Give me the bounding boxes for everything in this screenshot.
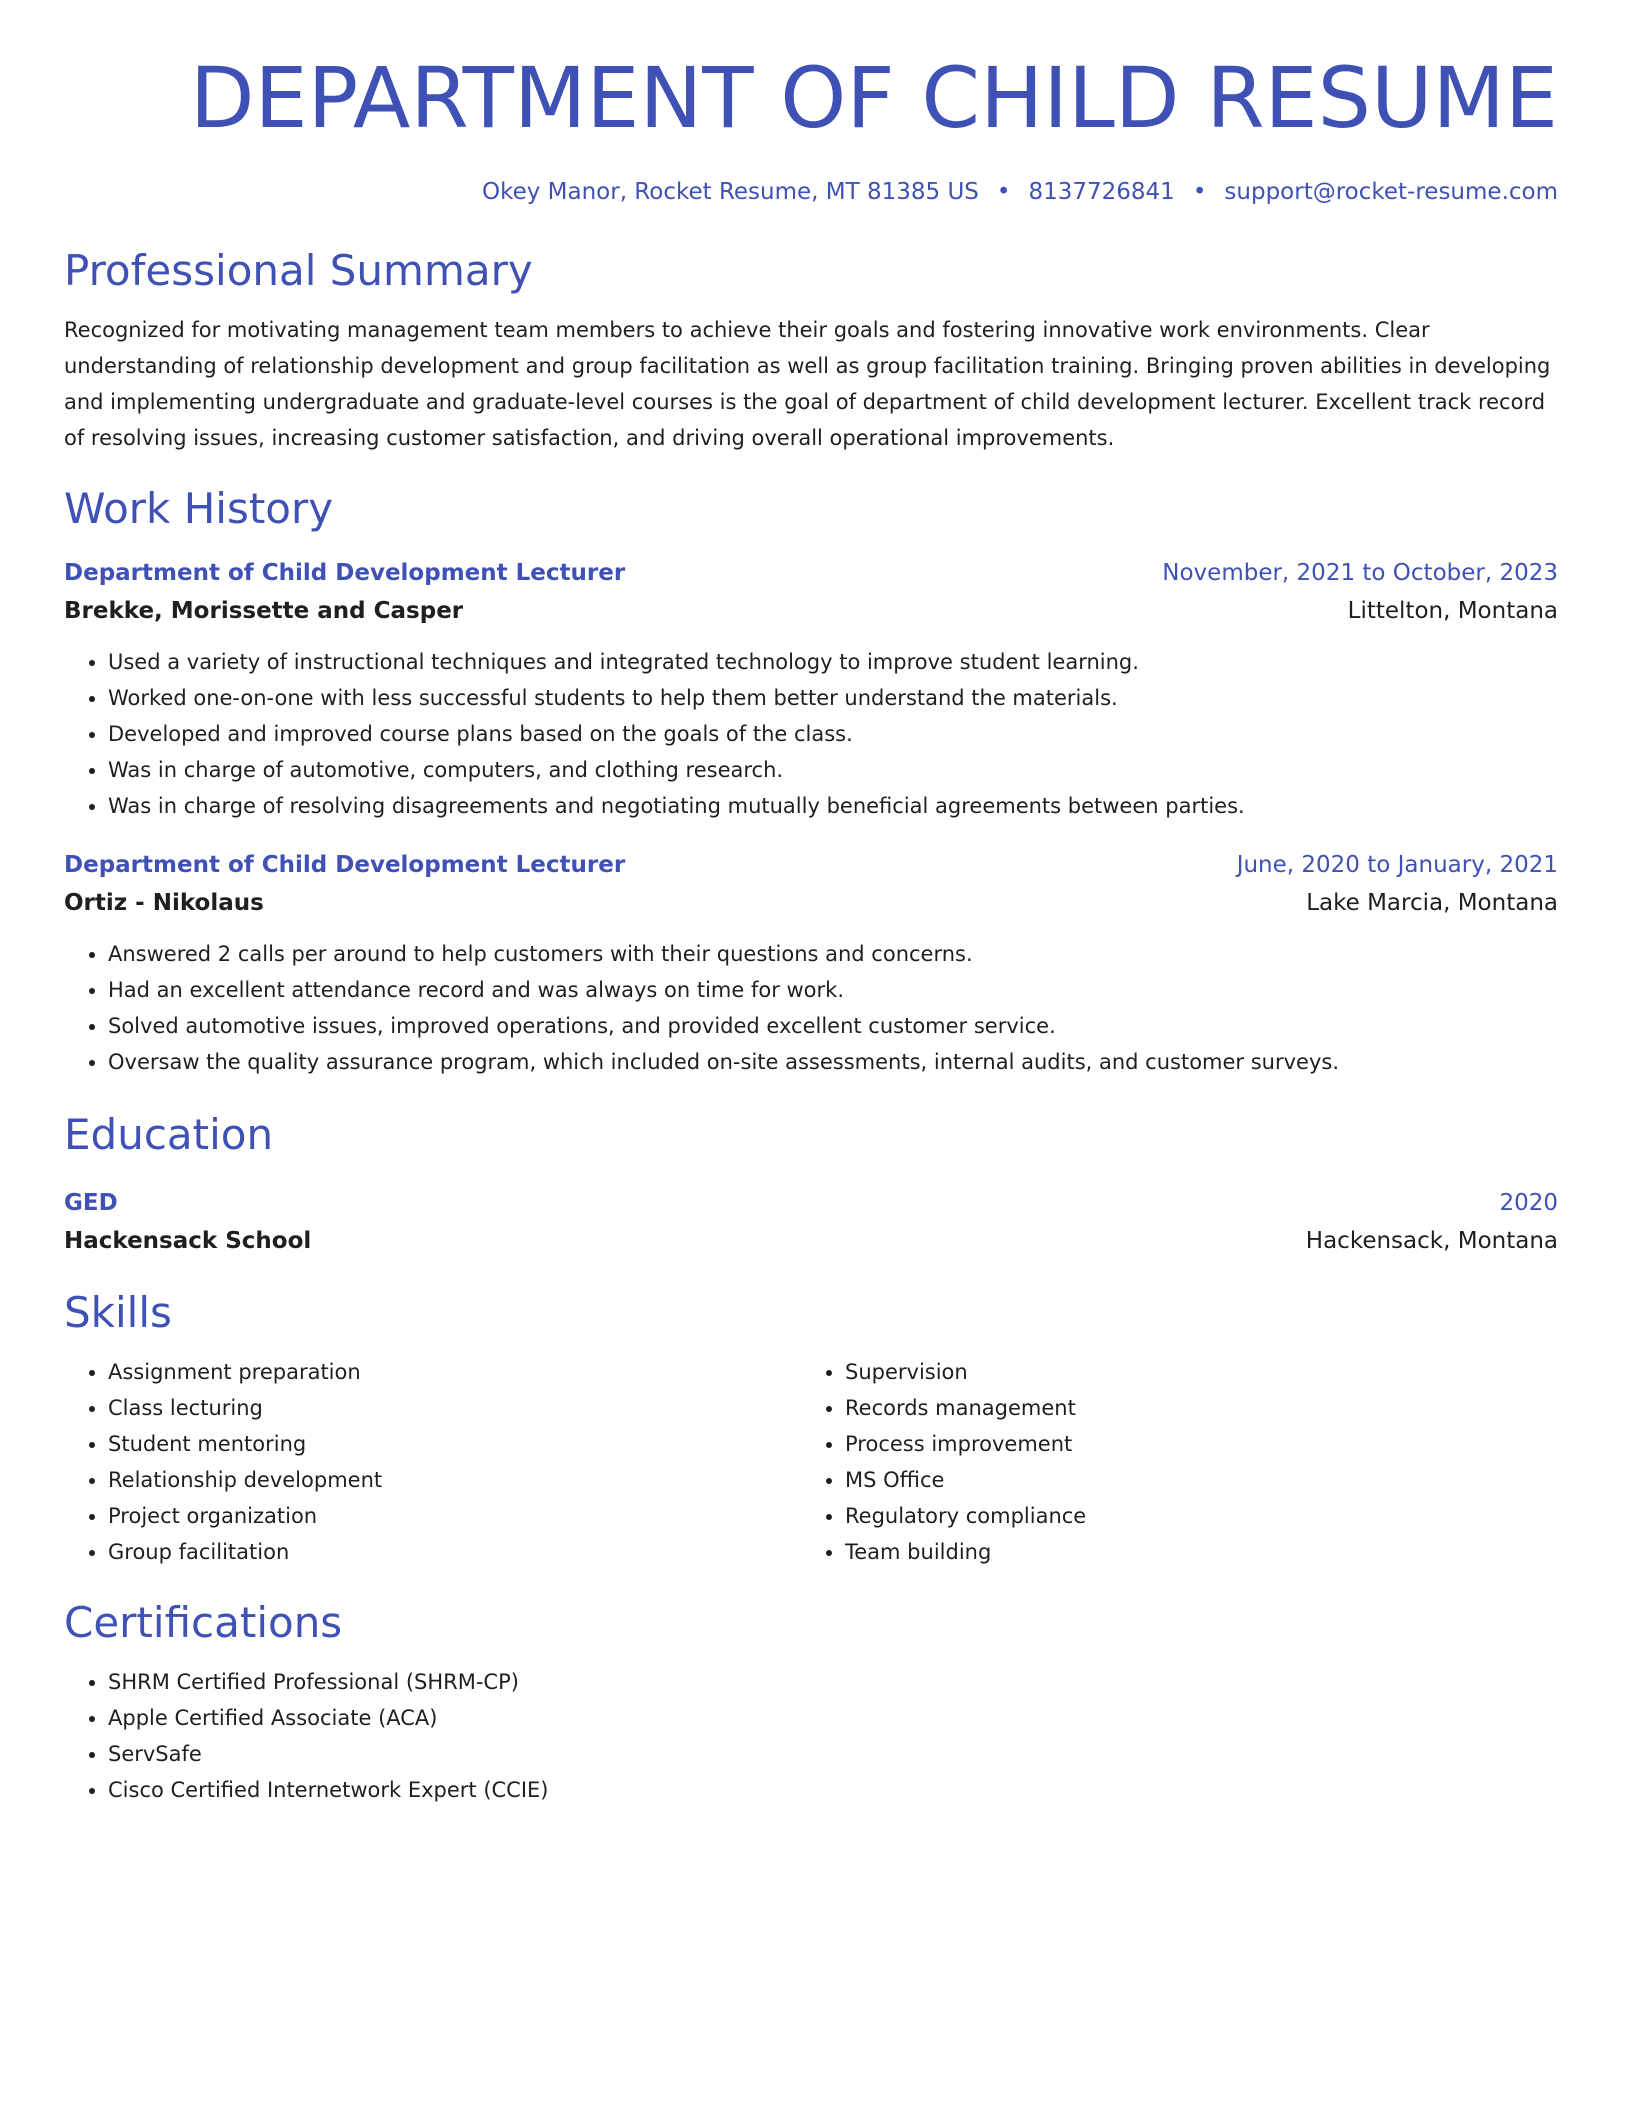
list-item: • Team building — [845, 1534, 1538, 1570]
list-item: • Records management — [845, 1390, 1538, 1426]
list-item: • Process improvement — [845, 1426, 1538, 1462]
list-item: • Solved automotive issues, improved operations, and provided excellent customer service. — [108, 1008, 1558, 1044]
work-history-heading: Work History — [64, 484, 334, 533]
resume-header — [64, 0, 1558, 208]
list-item: • Assignment preparation — [108, 1354, 801, 1390]
job-company: Brekke, Morissette and Casper — [64, 598, 464, 624]
list-item: • MS Office — [845, 1462, 1538, 1498]
skills-column-left — [64, 1354, 801, 1570]
list-item: • Project organization — [108, 1498, 801, 1534]
job-header-row — [64, 846, 1558, 884]
education-school-row — [64, 1222, 1558, 1260]
education-degree: GED — [64, 1190, 118, 1216]
skills-column-right — [801, 1354, 1538, 1570]
resume-name: DEPARTMENT OF CHILD RESUME — [189, 49, 1558, 147]
job-header-row — [64, 554, 1558, 592]
list-item: • Cisco Certified Internetwork Expert (CCIE) — [108, 1772, 1558, 1808]
list-item: • Group facilitation — [108, 1534, 801, 1570]
list-item: • Student mentoring — [108, 1426, 801, 1462]
contact-separator: • — [996, 179, 1011, 205]
job-company-row — [64, 884, 1558, 922]
contact-phone: 8137726841 — [1028, 179, 1175, 205]
list-item: • Used a variety of instructional techniques and integrated technology to improve student learning. — [108, 644, 1558, 680]
skills-list-left — [64, 1354, 801, 1570]
list-item: • Oversaw the quality assurance program, which included on-site assessments, internal audits, and customer surveys. — [108, 1044, 1558, 1080]
list-item: • Was in charge of automotive, computers, and clothing research. — [108, 752, 1558, 788]
skills-list-right — [801, 1354, 1538, 1570]
job-title: Department of Child Development Lecturer — [64, 852, 626, 878]
list-item: • Regulatory compliance — [845, 1498, 1538, 1534]
list-item: • Apple Certified Associate (ACA) — [108, 1700, 1558, 1736]
job-location: Lake Marcia, Montana — [1306, 890, 1558, 916]
education-entry — [64, 1184, 1558, 1260]
job-company-row — [64, 592, 1558, 630]
summary-heading: Professional Summary — [64, 246, 533, 295]
job-company: Ortiz - Nikolaus — [64, 890, 264, 916]
contact-email[interactable]: support@rocket-resume.com — [1224, 179, 1558, 205]
job-entry — [64, 554, 1558, 824]
list-item: • Worked one-on-one with less successful students to help them better understand the materials. — [108, 680, 1558, 716]
job-location: Littelton, Montana — [1347, 598, 1558, 624]
certifications-list — [64, 1664, 1558, 1808]
education-year: 2020 — [1499, 1190, 1558, 1216]
list-item: • Was in charge of resolving disagreements and negotiating mutually beneficial agreements between parties. — [108, 788, 1558, 824]
list-item: • ServSafe — [108, 1736, 1558, 1772]
job-dates: November, 2021 to October, 2023 — [1162, 560, 1558, 586]
job-entry — [64, 846, 1558, 1080]
list-item: • Developed and improved course plans based on the goals of the class. — [108, 716, 1558, 752]
job-bullets — [64, 644, 1558, 824]
contact-separator: • — [1192, 179, 1207, 205]
resume-page — [64, 0, 1558, 1808]
job-bullets — [64, 936, 1558, 1080]
skills-grid — [64, 1354, 1558, 1570]
summary-text: Recognized for motivating management team members to achieve their goals and fostering innovative work environments. Clear understanding of relationship development and group facilitation as well as group facilitation training. Bringing proven abilities in developing and implementing undergraduate and graduate-level courses is the goal of department of child development lecturer. Excellent track record of resolving issues, increasing customer satisfaction, and driving overall operational improvements. — [64, 318, 1551, 450]
education-school: Hackensack School — [64, 1228, 312, 1254]
list-item: • Had an excellent attendance record and was always on time for work. — [108, 972, 1558, 1008]
skills-heading: Skills — [64, 1288, 172, 1337]
list-item: • Relationship development — [108, 1462, 801, 1498]
contact-line — [64, 176, 1558, 208]
list-item: • Supervision — [845, 1354, 1538, 1390]
list-item: • Class lecturing — [108, 1390, 801, 1426]
certifications-heading: Certifications — [64, 1598, 343, 1647]
education-location: Hackensack, Montana — [1305, 1228, 1558, 1254]
list-item: • Answered 2 calls per around to help customers with their questions and concerns. — [108, 936, 1558, 972]
contact-address: Okey Manor, Rocket Resume, MT 81385 US — [481, 179, 979, 205]
job-dates: June, 2020 to January, 2021 — [1236, 852, 1558, 878]
education-header-row — [64, 1184, 1558, 1222]
list-item: • SHRM Certified Professional (SHRM-CP) — [108, 1664, 1558, 1700]
education-heading: Education — [64, 1110, 274, 1159]
job-title: Department of Child Development Lecturer — [64, 560, 626, 586]
